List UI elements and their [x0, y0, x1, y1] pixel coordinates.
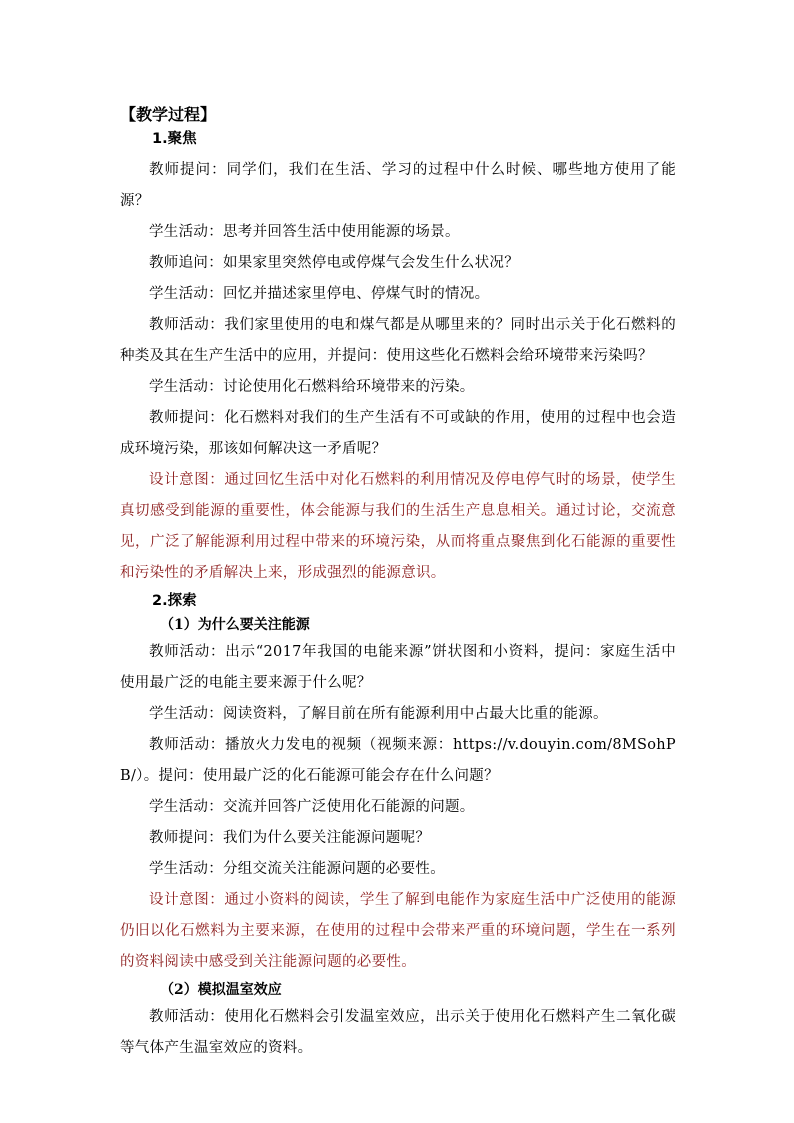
paragraph: 教师活动：播放火力发电的视频（视频来源：https://v.douyin.com/8MSohPB/）。提问：使用最广泛的化石能源可能会存在什么问题？	[120, 737, 676, 784]
paragraph: 学生活动：讨论使用化石燃料给环境带来的污染。	[149, 379, 475, 395]
section-focus-title: 1.聚焦	[152, 131, 197, 147]
paragraph: 教师提问：化石燃料对我们的生产生活有不可或缺的作用，使用的过程中也会造成环境污染，那该如何解决这一矛盾呢？	[120, 410, 676, 457]
paragraph: 教师活动：我们家里使用的电和煤气都是从哪里来的？同时出示关于化石燃料的种类及其在生产生活中的应用，并提问：使用这些化石燃料会给环境带来污染吗？	[120, 317, 676, 364]
document-page	[120, 103, 676, 1064]
subsection-why-energy-title: （1）为什么要关注能源	[160, 617, 310, 633]
section-explore-title: 2.探索	[152, 593, 197, 609]
paragraph: 教师提问：我们为什么要关注能源问题呢？	[149, 830, 431, 846]
paragraph: 学生活动：交流并回答广泛使用化石能源的问题。	[149, 799, 475, 815]
paragraph: 教师活动：出示“2017年我国的电能来源”饼状图和小资料，提问：家庭生活中使用最广泛的电能主要来源于什么呢？	[120, 644, 676, 691]
paragraph: 学生活动：思考并回答生活中使用能源的场景。	[149, 224, 460, 240]
teaching-process-heading: 【教学过程】	[120, 105, 217, 124]
design-intent-paragraph: 设计意图：通过回忆生活中对化石燃料的利用情况及停电停气时的场景，使学生真切感受到能源的重要性，体会能源与我们的生活生产息息相关。通过讨论，交流意见，广泛了解能源利用过程中带来的环境污染，从而将重点聚焦到化石能源的重要性和污染性的矛盾解决上来，形成强烈的能源意识。	[120, 472, 676, 581]
subsection-greenhouse-title: （2）模拟温室效应	[160, 982, 282, 998]
paragraph: 学生活动：回忆并描述家里停电、停煤气时的情况。	[149, 286, 490, 302]
paragraph: 学生活动：分组交流关注能源问题的必要性。	[149, 861, 445, 877]
paragraph: 教师活动：使用化石燃料会引发温室效应，出示关于使用化石燃料产生二氧化碳等气体产生温室效应的资料。	[120, 1009, 676, 1056]
design-intent-paragraph: 设计意图：通过小资料的阅读，学生了解到电能作为家庭生活中广泛使用的能源仍旧以化石燃料为主要来源，在使用的过程中会带来严重的环境问题，学生在一系列的资料阅读中感受到关注能源问题的必要性。	[120, 892, 676, 970]
paragraph: 教师追问：如果家里突然停电或停煤气会发生什么状况？	[149, 255, 519, 271]
paragraph: 学生活动：阅读资料，了解目前在所有能源利用中占最大比重的能源。	[149, 706, 608, 722]
paragraph: 教师提问：同学们，我们在生活、学习的过程中什么时候、哪些地方使用了能源？	[120, 162, 676, 209]
